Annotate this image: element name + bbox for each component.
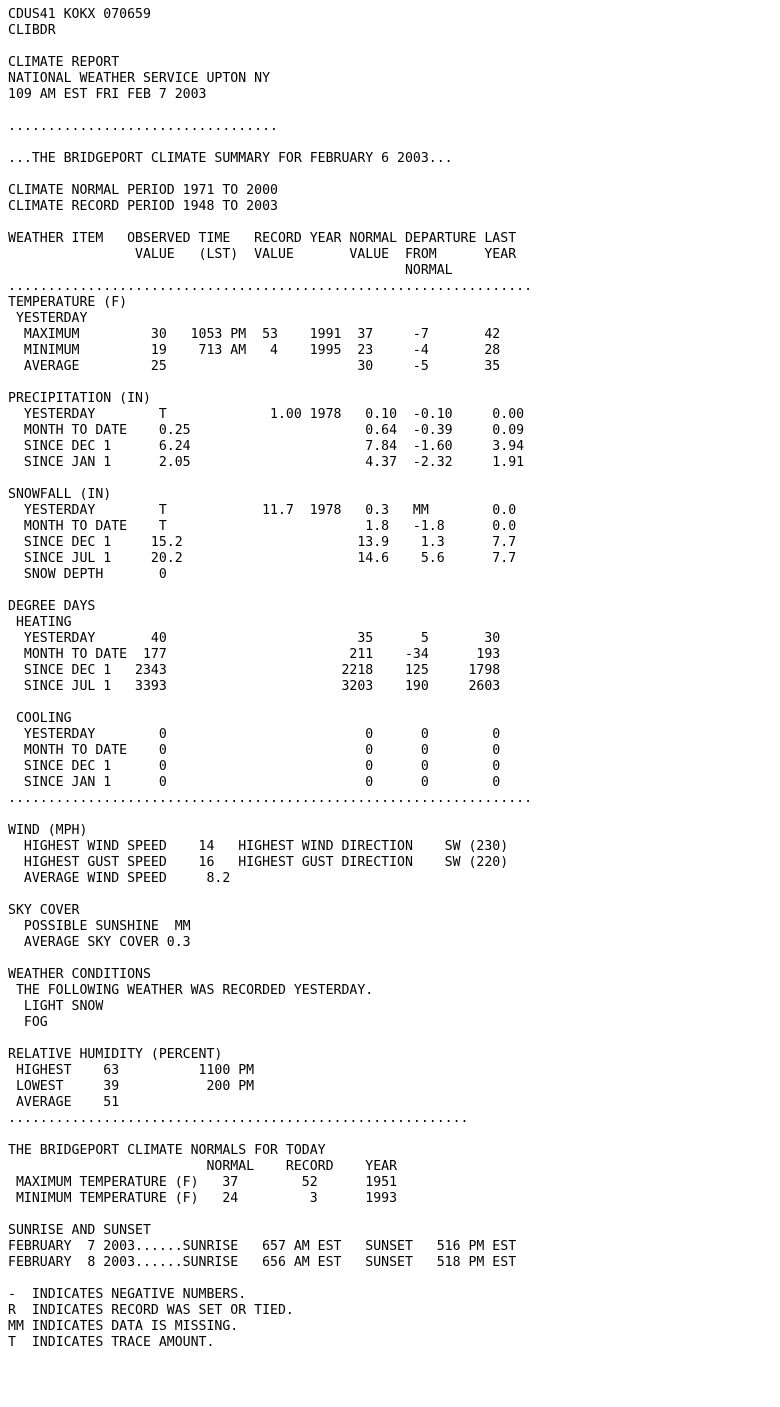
report-line: SINCE DEC 1 6.24 7.84 -1.60 3.94 <box>8 439 525 454</box>
report-line: MINIMUM 19 713 AM 4 1995 23 -4 28 <box>8 343 501 358</box>
report-line: SINCE JUL 1 3393 3203 190 2603 <box>8 679 501 694</box>
report-line: WEATHER CONDITIONS <box>8 967 151 982</box>
report-line: MONTH TO DATE 0.25 0.64 -0.39 0.09 <box>8 423 525 438</box>
report-line: .................................. <box>8 119 278 134</box>
report-line: SINCE DEC 1 0 0 0 0 <box>8 759 501 774</box>
report-line: HEATING <box>8 615 72 630</box>
report-line <box>8 1207 780 1223</box>
report-line: YESTERDAY 40 35 5 30 <box>8 631 501 646</box>
report-line: CDUS41 KOKX 070659 <box>8 7 151 22</box>
report-line: YESTERDAY 0 0 0 0 <box>8 727 501 742</box>
report-line <box>8 887 780 903</box>
report-line <box>8 471 780 487</box>
report-line: ...THE BRIDGEPORT CLIMATE SUMMARY FOR FEBRUARY 6 2003... <box>8 151 453 166</box>
report-line: THE FOLLOWING WEATHER WAS RECORDED YESTERDAY. <box>8 983 374 998</box>
report-line <box>8 103 780 119</box>
report-line <box>8 695 780 711</box>
report-line: CLIMATE RECORD PERIOD 1948 TO 2003 <box>8 199 278 214</box>
report-line: LOWEST 39 200 PM <box>8 1079 255 1094</box>
report-line <box>8 135 780 151</box>
report-line: T INDICATES TRACE AMOUNT. <box>8 1335 215 1350</box>
report-line <box>8 39 780 55</box>
report-line: SNOW DEPTH 0 <box>8 567 167 582</box>
report-line: RELATIVE HUMIDITY (PERCENT) <box>8 1047 223 1062</box>
report-line: MINIMUM TEMPERATURE (F) 24 3 1993 <box>8 1191 398 1206</box>
report-line: SKY COVER <box>8 903 80 918</box>
report-line: SINCE DEC 1 15.2 13.9 1.3 7.7 <box>8 535 517 550</box>
report-line: - INDICATES NEGATIVE NUMBERS. <box>8 1287 247 1302</box>
report-line: AVERAGE 25 30 -5 35 <box>8 359 501 374</box>
report-line: COOLING <box>8 711 72 726</box>
report-line <box>8 167 780 183</box>
report-line <box>8 375 780 391</box>
report-line: WIND (MPH) <box>8 823 88 838</box>
report-line: SINCE JAN 1 2.05 4.37 -2.32 1.91 <box>8 455 525 470</box>
report-line: NORMAL RECORD YEAR <box>8 1159 398 1174</box>
report-line: AVERAGE WIND SPEED 8.2 <box>8 871 231 886</box>
report-line: SUNRISE AND SUNSET <box>8 1223 151 1238</box>
report-line: 109 AM EST FRI FEB 7 2003 <box>8 87 207 102</box>
report-line: MM INDICATES DATA IS MISSING. <box>8 1319 239 1334</box>
report-line <box>8 1271 780 1287</box>
report-line: HIGHEST 63 1100 PM <box>8 1063 255 1078</box>
report-line: POSSIBLE SUNSHINE MM <box>8 919 191 934</box>
report-line: .......................................................... <box>8 1111 469 1126</box>
report-line: LIGHT SNOW <box>8 999 104 1014</box>
report-line <box>8 1127 780 1143</box>
report-line: HIGHEST GUST SPEED 16 HIGHEST GUST DIRECTION SW (220) <box>8 855 509 870</box>
report-line: AVERAGE 51 <box>8 1095 120 1110</box>
report-line: CLIMATE REPORT <box>8 55 120 70</box>
report-line: AVERAGE SKY COVER 0.3 <box>8 935 191 950</box>
report-line: SINCE JAN 1 0 0 0 0 <box>8 775 501 790</box>
report-line: YESTERDAY T 1.00 1978 0.10 -0.10 0.00 <box>8 407 525 422</box>
report-line: MONTH TO DATE T 1.8 -1.8 0.0 <box>8 519 517 534</box>
report-line: DEGREE DAYS <box>8 599 96 614</box>
report-line <box>8 583 780 599</box>
report-line: CLIMATE NORMAL PERIOD 1971 TO 2000 <box>8 183 278 198</box>
report-line: MONTH TO DATE 177 211 -34 193 <box>8 647 501 662</box>
report-line: PRECIPITATION (IN) <box>8 391 151 406</box>
report-line <box>8 951 780 967</box>
report-line <box>8 1031 780 1047</box>
report-line: SINCE JUL 1 20.2 14.6 5.6 7.7 <box>8 551 517 566</box>
report-line: TEMPERATURE (F) <box>8 295 128 310</box>
report-line: FEBRUARY 8 2003......SUNRISE 656 AM EST SUNSET 518 PM EST <box>8 1255 517 1270</box>
report-line: SNOWFALL (IN) <box>8 487 112 502</box>
report-line: FEBRUARY 7 2003......SUNRISE 657 AM EST SUNSET 516 PM EST <box>8 1239 517 1254</box>
report-line <box>8 807 780 823</box>
report-line: NORMAL <box>8 263 453 278</box>
report-line <box>8 215 780 231</box>
report-line: MAXIMUM 30 1053 PM 53 1991 37 -7 42 <box>8 327 501 342</box>
report-line: R INDICATES RECORD WAS SET OR TIED. <box>8 1303 294 1318</box>
report-line: SINCE DEC 1 2343 2218 125 1798 <box>8 663 501 678</box>
report-line: .................................................................. <box>8 791 533 806</box>
report-line: HIGHEST WIND SPEED 14 HIGHEST WIND DIRECTION SW (230) <box>8 839 509 854</box>
report-line: MONTH TO DATE 0 0 0 0 <box>8 743 501 758</box>
report-line: FOG <box>8 1015 48 1030</box>
report-line: WEATHER ITEM OBSERVED TIME RECORD YEAR NORMAL DEPARTURE LAST <box>8 231 517 246</box>
report-line: .................................................................. <box>8 279 533 294</box>
report-line: NATIONAL WEATHER SERVICE UPTON NY <box>8 71 271 86</box>
report-line: MAXIMUM TEMPERATURE (F) 37 52 1951 <box>8 1175 398 1190</box>
report-line: VALUE (LST) VALUE VALUE FROM YEAR <box>8 247 517 262</box>
report-line: YESTERDAY T 11.7 1978 0.3 MM 0.0 <box>8 503 517 518</box>
report-line: THE BRIDGEPORT CLIMATE NORMALS FOR TODAY <box>8 1143 326 1158</box>
report-line: YESTERDAY <box>8 311 88 326</box>
report-line: CLIBDR <box>8 23 56 38</box>
